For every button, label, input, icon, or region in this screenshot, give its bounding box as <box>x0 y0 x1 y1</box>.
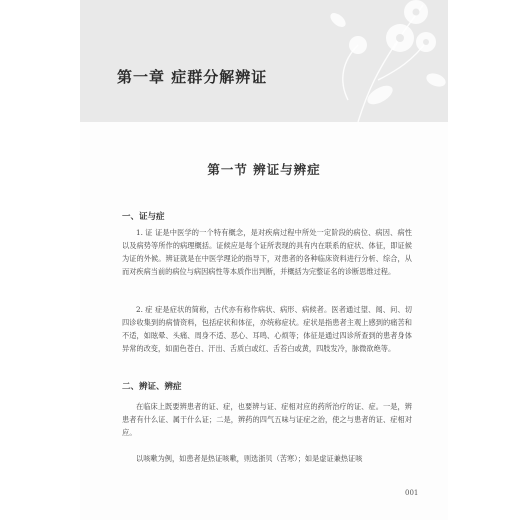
heading-2: 二、辨证、辨症 <box>122 382 182 392</box>
chapter-header-band <box>80 0 448 122</box>
paragraph-4: 以咳嗽为例，如患者是热证咳嗽，则选浙贝（苦寒）；如是虚证兼热证咳 <box>136 454 363 463</box>
heading-1: 一、证与症 <box>122 212 165 222</box>
paragraph-1: 1. 证 证是中医学的一个特有概念，是对疾病过程中所处一定阶段的病位、病因、病性以及病势等所作的病理概括。证候应是每个证所表现的具有内在联系的症状、体征，即证候为证的外候。辨证就是在中医学理论的指导下，对患者的各种临床资料进行分析、综合，从而对疾病当前的病位与病因病性等本质作出判断，并概括为完整证名的诊断思维过程。 <box>122 228 412 276</box>
chapter-title: 第一章 症群分解辨证 <box>117 68 268 86</box>
paragraph-2: 2. 症 症是症状的简称，古代亦有称作病状、病形、病候者。医者通过望、闻、问、切四诊收集到的病情资料，包括症状和体征，亦统称症状。症状是指患者主观上感到的痛苦和不适，如眩晕、头痛、周身不适、恶心、耳鸣、心烦等；体征是通过四诊所查到的患者身体异常的改变，如面色苍白、汗出、舌质白或红、舌苔白或黄，四肢发冷，脉微欲绝等。 <box>122 305 412 353</box>
section-title: 第一节 辨证与辨症 <box>207 162 321 177</box>
paragraph-3: 在临床上既要辨患者的证、症，也要辨与证、症相对应的药所治疗的证、症。一是，辨患者有什么证、属于什么证；二是，辨药的四气五味与证症之治，使之与患者的证、症相对应。 <box>122 402 412 437</box>
floral-illustration <box>318 0 448 122</box>
page-number: 001 <box>405 489 419 497</box>
